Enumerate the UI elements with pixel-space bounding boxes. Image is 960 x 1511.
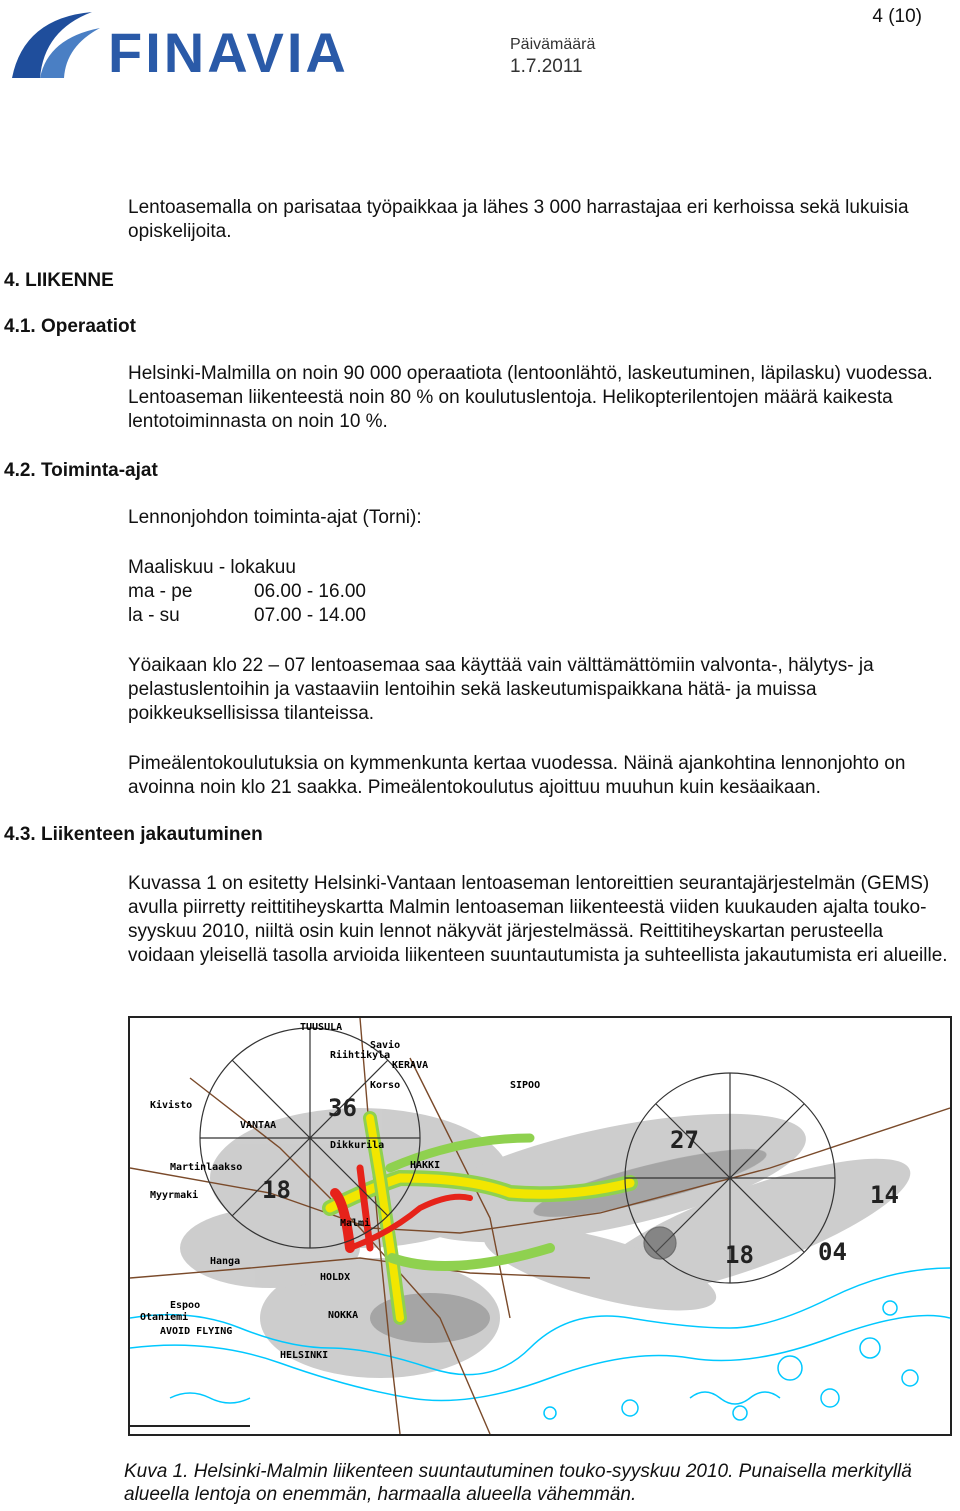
dark-training-paragraph — [128, 752, 954, 800]
label-korso: Korso — [370, 1080, 401, 1091]
section-heading-operaatiot: 4.1. Operaatiot — [4, 316, 136, 337]
runway-36-label: 36 — [328, 1094, 357, 1122]
hours-time: 07.00 - 14.00 — [254, 605, 366, 626]
runway-18-east-label: 18 — [725, 1241, 754, 1269]
section-heading-toiminta-ajat: 4.2. Toiminta-ajat — [4, 460, 158, 481]
figure-caption: Kuva 1. Helsinki-Malmin liikenteen suuntautuminen touko-syyskuu 2010. Punaisella merkityllä alueella lentoja on enemmän, harmaalla alueella vähemmän. — [124, 1461, 912, 1505]
night-text: Yöaikaan klo 22 – 07 lentoasemaa saa käyttää vain välttämättömiin valvonta-, hälytys- ja pelastuslentoihin ja vastaaviin lentoihin sekä laskeutumispaikkana hätä- ja muissa poikkeuksellisissa tilanteissa. — [128, 655, 874, 724]
label-sipoo: SIPOO — [510, 1080, 541, 1091]
compass-rose-west — [200, 1028, 420, 1248]
table-row — [128, 604, 366, 628]
page-number: 4 (10) — [872, 6, 922, 27]
label-riihtikyla: Riihtikyla — [330, 1050, 391, 1061]
logo-text: FINAVIA — [108, 21, 349, 84]
section-heading-jakautuminen: 4.3. Liikenteen jakautuminen — [4, 824, 263, 845]
intro-text: Lentoasemalla on parisataa työpaikkaa ja lähes 3 000 harrastajaa eri kerhoissa sekä lukuisia opiskelijoita. — [128, 197, 909, 242]
hours-day: ma - pe — [128, 581, 193, 602]
jakautuminen-text: Kuvassa 1 on esitetty Helsinki-Vantaan lentoaseman lentoreittien seurantajärjestelmän (GEMS) avulla piirretty reittitiheyskartta Malmin lentoaseman liikenteestä viiden kuukauden ajalta touko-syyskuu 2010, niiltä osin kuin lennot näkyvät järjestelmässä. Reittitiheyskartan perusteella voidaan yleisellä tasolla arvioida liikenteen suuntautumista ja suhteellista jakautumista eri alueille. — [128, 873, 948, 966]
grey-density-area — [180, 1088, 923, 1378]
toiminta-heading: Lennonjohdon toiminta-ajat (Torni): — [128, 507, 422, 528]
label-savio: Savio — [370, 1040, 401, 1051]
runway-27-label: 27 — [670, 1126, 699, 1154]
label-tuusula: TUUSULA — [300, 1022, 343, 1033]
toiminta-season: Maaliskuu - lokakuu — [128, 557, 296, 578]
runway-14-label: 14 — [870, 1181, 899, 1209]
label-vantaa: VANTAA — [240, 1120, 277, 1131]
night-paragraph — [128, 654, 954, 726]
hours-day: la - su — [128, 605, 180, 626]
label-myyrmaki: Myyrmaki — [150, 1190, 199, 1201]
label-kerava: KERAVA — [392, 1060, 429, 1071]
jakautuminen-paragraph — [128, 872, 954, 968]
section-heading-liikenne: 4. LIIKENNE — [4, 270, 114, 291]
label-otaniemi: Otaniemi — [140, 1312, 189, 1323]
finavia-logo — [4, 8, 394, 92]
logo-mark-icon — [12, 12, 100, 78]
runway-04-label: 04 — [818, 1238, 847, 1266]
label-kivisto: Kivisto — [150, 1100, 193, 1111]
label-holdx: HOLDX — [320, 1272, 351, 1283]
dark-training-text: Pimeälentokoulutuksia on kymmenkunta kertaa vuodessa. Näinä ajankohtina lennonjohto on avoinna noin klo 21 saakka. Pimeälentokoulutus ajoittuu muuhun kuin kesäaikaan. — [128, 753, 906, 798]
route-density-map — [128, 1016, 952, 1436]
operaatiot-text: Helsinki-Malmilla on noin 90 000 operaatiota (lentoonlähtö, laskeutuminen, läpilasku) vuodessa. Lentoaseman liikenteestä noin 80 % on koulutuslentoja. Helikopterilentojen määrä kaikesta lentotoiminnasta on noin 10 %. — [128, 363, 933, 432]
label-hakki: HAKKI — [410, 1160, 441, 1171]
date-value: 1.7.2011 — [510, 56, 583, 77]
coastline — [130, 1268, 950, 1420]
map-canvas — [130, 1018, 950, 1434]
label-espoo: Espoo — [170, 1300, 201, 1311]
hours-time: 06.00 - 16.00 — [254, 581, 366, 602]
label-martinlaakso: Martinlaakso — [170, 1162, 243, 1173]
runway-18-label: 18 — [262, 1176, 291, 1204]
label-nokka: NOKKA — [328, 1310, 359, 1321]
intro-paragraph — [128, 196, 954, 244]
date-label: Päivämäärä — [510, 36, 596, 53]
label-helsinki: HELSINKI — [280, 1350, 329, 1361]
hours-table — [128, 580, 366, 628]
label-avoid: AVOID FLYING — [160, 1326, 233, 1337]
label-hanga: Hanga — [210, 1256, 241, 1267]
label-malmi: Malmi — [340, 1218, 371, 1229]
label-dikkurila: Dikkurila — [330, 1140, 385, 1151]
operaatiot-paragraph — [128, 362, 954, 434]
table-row — [128, 580, 366, 604]
